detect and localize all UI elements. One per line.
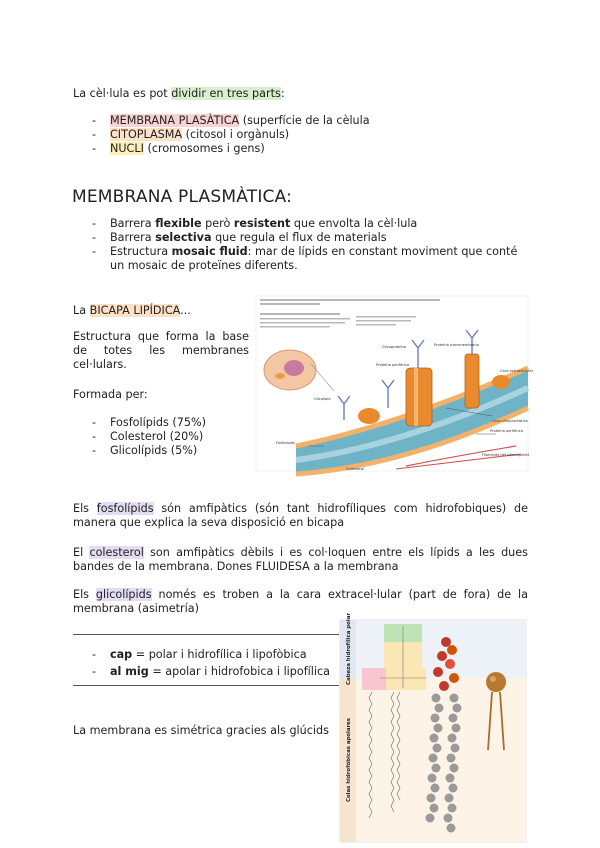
page-heading: MEMBRANA PLASMÀTICA: <box>72 187 293 207</box>
label-cytoplasmic: Cara citoplasmàtica <box>492 419 528 423</box>
intro-highlight: dividir en tres parts <box>171 87 281 100</box>
cell-parts-list <box>90 114 370 156</box>
symmetric-note: La membrana es simétrica gracies als glúcids <box>73 724 329 737</box>
list-item <box>90 114 370 128</box>
intro-line <box>73 87 285 101</box>
list-item: - al mig = apolar i hidrofobica i lipofílica <box>90 663 330 680</box>
label-peripheral-protein: Proteïna perifèrica <box>376 363 410 367</box>
bicapa-title: La BICAPA LIPÍDICA... <box>73 304 191 317</box>
list-item <box>90 142 370 156</box>
bicapa-components <box>90 416 206 458</box>
part-term: NUCLI <box>110 142 144 155</box>
list-item: - Barrera flexible però resistent que envolta la cèl·lula <box>90 217 530 231</box>
divider-bottom <box>73 685 339 686</box>
list-item: - cap = polar i hidrofílica i lipofòbica <box>90 646 330 663</box>
list-item: - Fosfolípids (75%) <box>90 416 206 430</box>
membrane-properties <box>90 217 530 273</box>
label-peripheral-protein-2: Proteïna perifèrica <box>490 429 524 433</box>
intro-prefix: La cèl·lula es pot <box>73 87 172 100</box>
part-desc: (cromosomes i gens) <box>143 142 265 155</box>
fluid-mosaic-diagram <box>256 296 534 471</box>
part-term: MEMBRANA PLASÀTICA <box>110 114 240 127</box>
label-glycolipid: Glicolípid <box>314 397 331 401</box>
paragraph-glicolipids: Els glicolípids només es troben a la cara extracel·lular (part de fora) de la membrana (asimetría) <box>73 588 528 615</box>
label-extracellular: Cara extracel·lular <box>500 369 534 373</box>
label-transmembrane: Proteïna transmembrana <box>434 343 479 347</box>
paragraph-fosfolipids: Els fosfolípids són amfipàtics (són tant hidrofíliques com hidrofobiques) de manera que explica la seva disposició en bicapa <box>73 502 528 529</box>
part-desc: (superfície de la cèlula <box>239 114 370 127</box>
list-item <box>90 128 370 142</box>
list-item: - Barrera selectiva que regula el flux de materials <box>90 231 530 245</box>
list-item: - Estructura mosaic fluid: mar de lípids en constant moviment que conté un mosaic de proteïnes diferents. <box>90 245 530 273</box>
list-item: - Glicolípids (5%) <box>90 444 206 458</box>
phospholipid-structure-figure <box>340 613 526 842</box>
list-item: - Colesterol (20%) <box>90 430 206 444</box>
label-phospholipids: Fosfolípids <box>276 441 295 445</box>
head-label: Cabeza hidrofílica polar <box>346 613 352 685</box>
part-desc: (citosol i orgànuls) <box>182 128 290 141</box>
divider-top <box>73 634 339 635</box>
paragraph-colesterol: El colesterol son amfipàtics dèbils i es col·loquen entre els lípids a les dues bandes de la membrana. Dones FLUIDESA a la membrana <box>73 546 528 573</box>
label-glycoprotein: Glicoproteïna <box>382 345 406 349</box>
formed-by-label: Formada per: <box>73 388 148 401</box>
label-cholesterol: Colesterol <box>346 467 365 471</box>
label-cytoskeleton: Filaments del citoesquelet <box>482 453 530 457</box>
bicapa-description: Estructura que forma la base de totes les membranes cel·lulars. <box>73 330 249 371</box>
head-tail-list <box>90 646 330 680</box>
intro-suffix: : <box>280 87 285 100</box>
part-term: CITOPLASMA <box>110 128 183 141</box>
tail-label: Colas hidrofóbicas apolares <box>346 717 352 803</box>
